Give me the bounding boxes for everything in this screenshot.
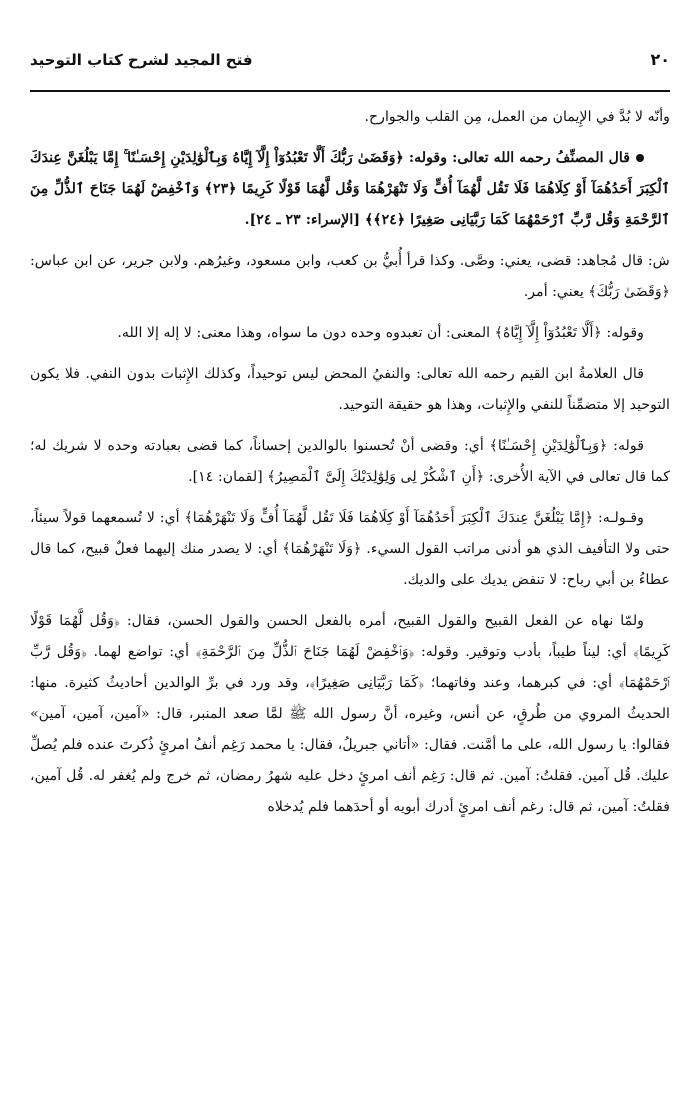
paragraph-ibn-qayyim: قال العلامةُ ابن القيم رحمه الله تعالى: والنفيُ المحض ليس توحيداً، وكذلك الإِثبات بدون النفي. فلا يكون التوحيد إلا متضمِّناً للنفي والإِثبات، وهذا هو حقيقة التوحيد. [30,366,670,413]
paragraph-sharh: ش: قال مُجاهد: قضى، يعني: وصَّى. وكذا قرأ أُبيُّ بن كعب، وابن مسعود، وغيرُهم. ولابن جرير، عن ابن عباس: ﴿وَقَضَىٰ رَبُّكَ﴾ يعني: أمر. [30,253,670,300]
author-quote-text: قال المصنِّفُ رحمه الله تعالى: وقوله: ﴿وَقَضَىٰ رَبُّكَ أَلَّا تَعْبُدُوٓاْ إِلَّآ إِيَّاهُ وَبِٱلْوَٰلِدَيْنِ إِحْسَـٰنًا ۚ إِمَّا يَبْلُغَنَّ عِندَكَ ٱلْكِبَرَ أَحَدُهُمَآ أَوْ كِلَاهُمَا فَلَا تَقُل لَّهُمَآ أُفٍّ وَلَا تَنْهَرْهُمَا وَقُل لَّهُمَا قَوْلًا كَرِيمًا ﴿٢٣﴾ وَٱخْفِضْ لَهُمَا جَنَاحَ ٱلذُّلِّ مِنَ ٱلرَّحْمَةِ وَقُل رَّبِّ ٱرْحَمْهُمَا كَمَا رَبَّيَانِى صَغِيرًا ﴿٢٤﴾﴾ [الإسراء: ٢٣ ـ ٢٤]. [30,150,670,228]
page [30,50,670,1100]
paragraph-author-quote [30,143,670,236]
bullet-icon [636,154,644,162]
page-header [30,50,670,92]
paragraph-intro: وأنّه لا بُدَّ في الإِيمان من العمل، مِن القلب والجوارح. [364,109,670,125]
paragraph-hadith: ولمّا نهاه عن الفعل القبيح والقول القبيح، أمره بالفعل الحسن والقول الحسن، فقال: ﴿وَقُل لَّهُمَا قَوْلًا كَرِيمًا﴾ أي: ليناً طيباً، بأدب وتوقير. وقوله: ﴿وَٱخْفِضْ لَهُمَا جَنَاحَ ٱلذُّلِّ مِنَ ٱلرَّحْمَةِ﴾ أي: تواضع لهما. ﴿وَقُل رَّبِّ ٱرْحَمْهُمَا﴾ أي: في كبرهما، وعند وفاتهما؛ ﴿كَمَا رَبَّيَانِى صَغِيرًا﴾، وقد ورد في برِّ الوالدين أحاديثُ كثيرة. منها: الحديثُ المروي من طُرقٍ، عن أنس، وغيره، أنَّ رسول الله ﷺ لمَّا صعد المنبر، قال: «آمين، آمين، آمين» فقالوا: يا رسول الله، على ما أمَّنت. فقال: «أتاني جبريلُ، فقال: يا محمد رَغِم أنفُ امرئٍ ذُكرتَ عنده فلم يُصلِّ عليك. قُل آمين. فقلتُ: آمين. ثم قال: رَغِم أنف امرئٍ دخل عليه شهرُ رمضان، ثم خرج ولم يُغفر له. قُل آمين، فقلتُ: آمين، ثم قال: رغم أنف امرئٍ أدرك أبويه أو أحدَهما فلم يُدخلاه [30,613,670,815]
book-title: فتح المجيد لشرح كتاب التوحيد [30,51,253,69]
paragraph-uff: وقـولـه: ﴿إِمَّا يَبْلُغَنَّ عِندَكَ ٱلْكِبَرَ أَحَدُهُمَآ أَوْ كِلَاهُمَا فَلَا تَقُل لَّهُمَآ أُفٍّ وَلَا تَنْهَرْهُمَا﴾ أي: لا تُسمعهما قولاً سيئاً، حتى ولا التأفيف الذي هو أدنى مراتب القول السيء. ﴿وَلَا تَنْهَرْهُمَا﴾ أي: لا يصدر منك إليهما فعلٌ قبيح، كما قال عطاءُ بن أبي رباح: لا تنفض يديك على والديك. [30,510,670,588]
page-body [30,92,670,823]
page-number: ٢٠ [650,50,670,69]
paragraph-ihsan: قوله: ﴿وَبِٱلْوَٰلِدَيْنِ إِحْسَـٰنًا﴾ أي: وقضى أنْ تُحسنوا بالوالدين إحساناً، كما قضى بعبادته وحده لا شريك له؛ كما قال تعالى في الآية الأُخرى: ﴿أَنِ ٱشْكُرْ لِى وَلِوَٰلِدَيْكَ إِلَىَّ ٱلْمَصِيرُ﴾ [لقمان: ١٤]. [30,438,670,485]
paragraph-meaning: وقوله: ﴿أَلَّا تَعْبُدُوٓاْ إِلَّآ إِيَّاهُ﴾ المعنى: أن تعبدوه وحده دون ما سواه، وهذا معنى: لا إله إلا الله. [117,325,644,341]
